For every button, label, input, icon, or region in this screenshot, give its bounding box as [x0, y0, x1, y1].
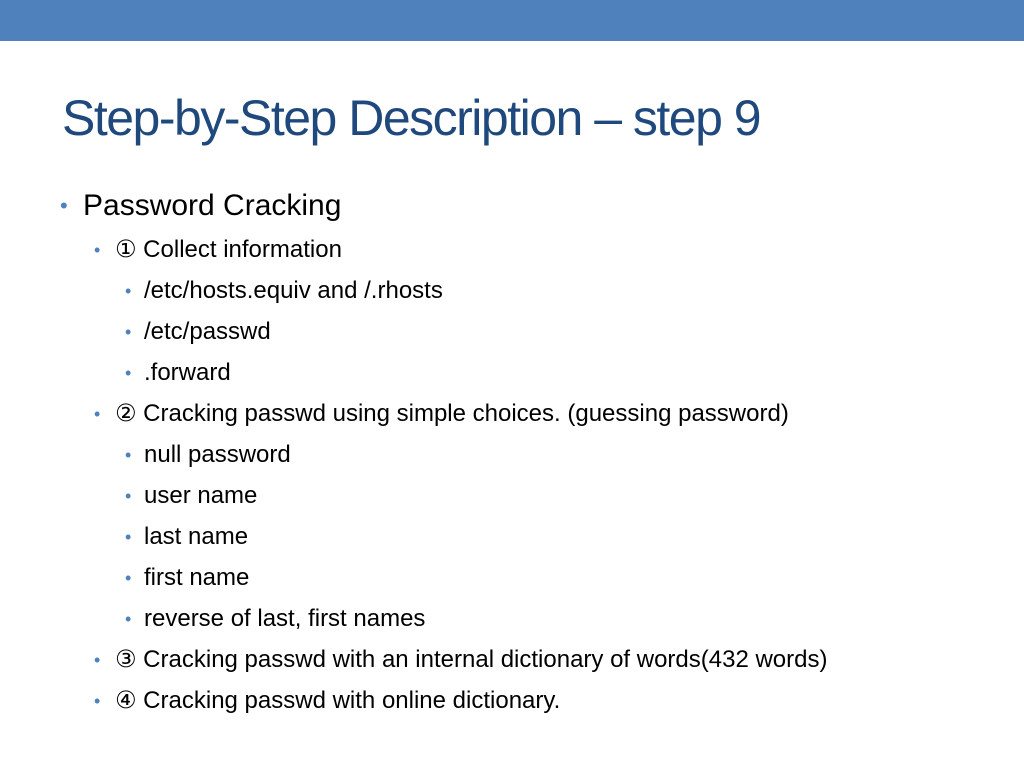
bullet-icon: •	[94, 691, 101, 711]
bullet-item-level2	[94, 686, 561, 716]
bullet-item-level3	[125, 563, 250, 593]
bullet-text: /etc/hosts.equiv and /.rhosts	[144, 277, 443, 304]
bullet-text: last name	[144, 523, 249, 550]
bullet-icon: •	[125, 609, 132, 629]
bullet-icon: •	[125, 486, 132, 506]
bullet-icon: •	[60, 193, 68, 218]
bullet-icon: •	[125, 363, 132, 383]
bullet-text: ③ Cracking passwd with an internal dictionary of words(432 words)	[115, 646, 828, 673]
bullet-item-level3	[125, 358, 231, 388]
header-accent-bar	[0, 0, 1024, 41]
bullet-icon: •	[125, 445, 132, 465]
bullet-text: ④ Cracking passwd with online dictionary.	[115, 687, 561, 714]
bullet-item-level3	[125, 604, 426, 634]
bullet-icon: •	[125, 568, 132, 588]
bullet-text: ① Collect information	[115, 236, 342, 263]
bullet-item-level3	[125, 522, 249, 552]
bullet-item-level3	[125, 481, 258, 511]
bullet-text: first name	[144, 564, 250, 591]
bullet-icon: •	[94, 404, 101, 424]
bullet-text: null password	[144, 441, 291, 468]
bullet-item-level2	[94, 235, 342, 265]
bullet-item-level2	[94, 399, 789, 429]
bullet-text: user name	[144, 482, 258, 509]
bullet-item-level3	[125, 440, 291, 470]
bullet-icon: •	[125, 322, 132, 342]
bullet-icon: •	[125, 527, 132, 547]
bullet-text: Password Cracking	[83, 189, 342, 222]
bullet-item-level3	[125, 317, 271, 347]
bullet-item-level2	[94, 645, 828, 675]
bullet-icon: •	[94, 650, 101, 670]
bullet-icon: •	[94, 240, 101, 260]
bullet-text: .forward	[144, 359, 231, 386]
bullet-item-level3	[125, 276, 443, 306]
slide-title: Step-by-Step Description – step 9	[62, 90, 761, 146]
bullet-text: ② Cracking passwd using simple choices. (guessing password)	[115, 400, 789, 427]
bullet-text: /etc/passwd	[144, 318, 271, 345]
bullet-text: reverse of last, first names	[144, 605, 426, 632]
bullet-icon: •	[125, 281, 132, 301]
bullet-item-level1	[60, 188, 342, 224]
